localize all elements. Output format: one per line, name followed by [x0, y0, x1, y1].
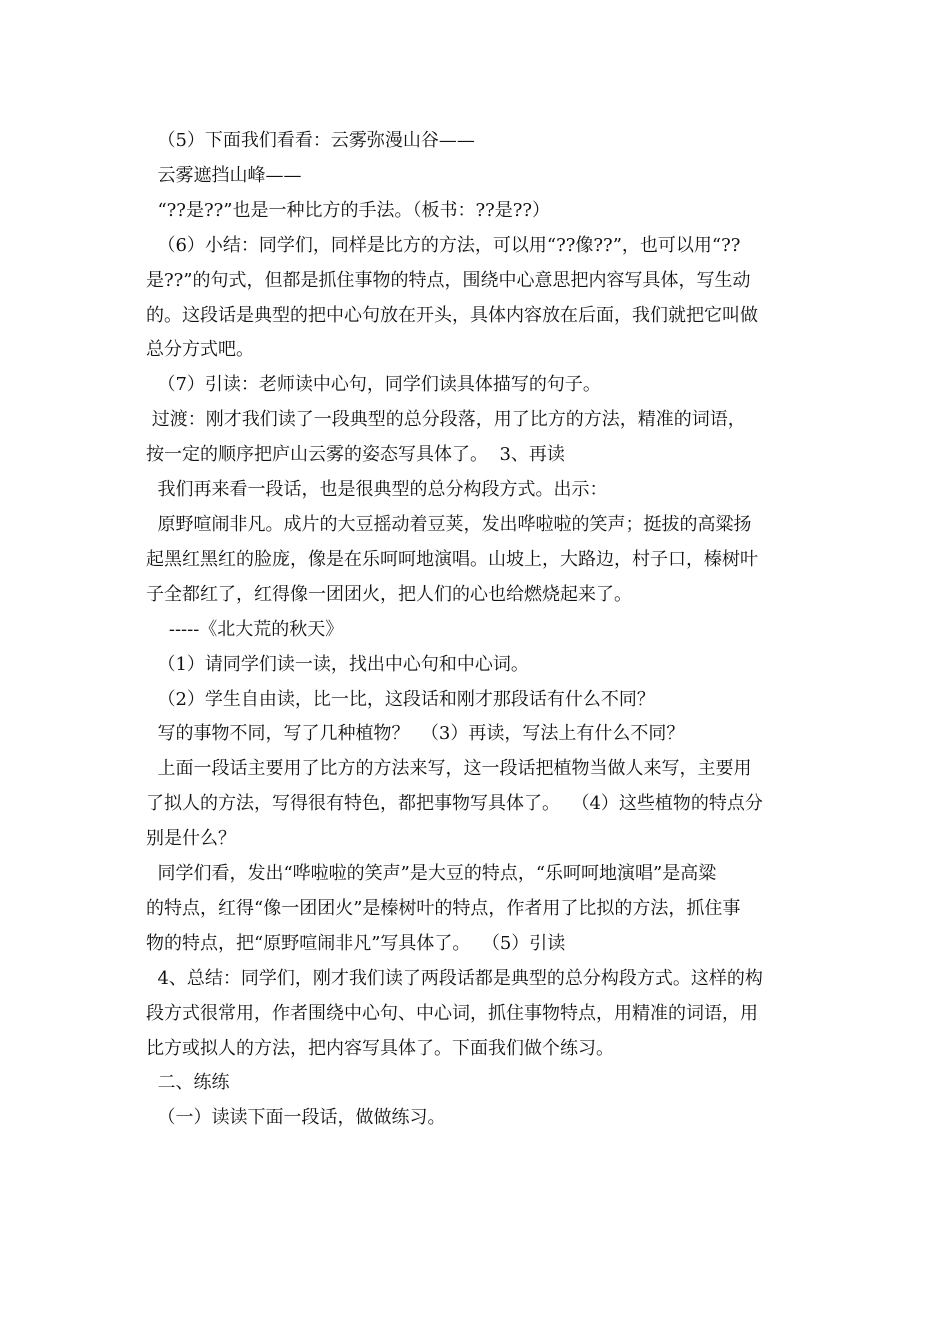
text-line-27: 比方或拟人的方法，把内容写具体了。下面我们做个练习。: [146, 1037, 614, 1059]
text-line-09: 过渡：刚才我们读了一段典型的总分段落，用了比方的方法，精准的词语，: [146, 409, 746, 431]
text-line-10: 按一定的顺序把庐山云雾的姿态写具体了。 3、再读: [146, 444, 565, 466]
document-body: [146, 124, 811, 1136]
text-line-04: （6）小结：同学们，同样是比方的方法，可以用“??像??”，也可以用“??: [146, 234, 741, 256]
text-line-29: （一）读读下面一段话，做做练习。: [146, 1107, 446, 1129]
text-line-01: （5）下面我们看看：云雾弥漫山谷——: [146, 130, 475, 151]
text-line-17: （2）学生自由读，比一比，这段话和刚才那段话有什么不同？: [146, 688, 655, 710]
text-line-26: 段方式很常用，作者围绕中心句、中心词，抓住事物特点，用精准的词语，用: [146, 1002, 758, 1024]
text-line-24: 物的特点，把“原野喧闹非凡”写具体了。 （5）引读: [146, 932, 566, 954]
text-line-21: 别是什么？: [146, 828, 236, 850]
text-line-28: 二、练练: [146, 1072, 230, 1094]
text-line-25: 4、总结：同学们，刚才我们读了两段话都是典型的总分构段方式。这样的构: [146, 967, 763, 989]
text-line-05: 是??”的句式，但都是抓住事物的特点，围绕中心意思把内容写具体，写生动: [146, 269, 751, 291]
text-line-03: “??是??”也是一种比方的手法。（板书：??是??）: [146, 199, 551, 221]
text-line-02: 云雾遮挡山峰——: [146, 164, 302, 186]
text-line-16: （1）请同学们读一读，找出中心句和中心词。: [146, 653, 529, 675]
text-line-06: 的。这段话是典型的把中心句放在开头，具体内容放在后面，我们就把它叫做: [146, 304, 758, 326]
text-line-22: 同学们看，发出“哗啦啦的笑声”是大豆的特点，“乐呵呵地演唱”是高粱: [146, 863, 717, 885]
text-line-14: 子全都红了，红得像一团团火，把人们的心也给燃烧起来了。: [146, 583, 632, 605]
text-line-11: 我们再来看一段话，也是很典型的总分构段方式。出示：: [146, 479, 608, 501]
text-line-15: -----《北大荒的秋天》: [146, 618, 344, 640]
text-line-12: 原野喧闹非凡。成片的大豆摇动着豆荚，发出哗啦啦的笑声；挺拔的高粱扬: [146, 513, 752, 535]
text-line-23: 的特点，红得“像一团团火”是榛树叶的特点，作者用了比拟的方法，抓住事: [146, 897, 741, 919]
text-line-07: 总分方式吧。: [146, 339, 254, 361]
text-line-20: 了拟人的方法，写得很有特色，都把事物写具体了。 （4）这些植物的特点分: [146, 793, 763, 815]
text-line-18: 写的事物不同，写了几种植物？ （3）再读，写法上有什么不同？: [146, 723, 685, 745]
text-line-08: （7）引读：老师读中心句，同学们读具体描写的句子。: [146, 374, 601, 396]
text-line-19: 上面一段话主要用了比方的方法来写，这一段话把植物当做人来写，主要用: [146, 758, 752, 780]
text-line-13: 起黑红黑红的脸庞，像是在乐呵呵地演唱。山坡上，大路边，村子口，榛树叶: [146, 548, 758, 570]
